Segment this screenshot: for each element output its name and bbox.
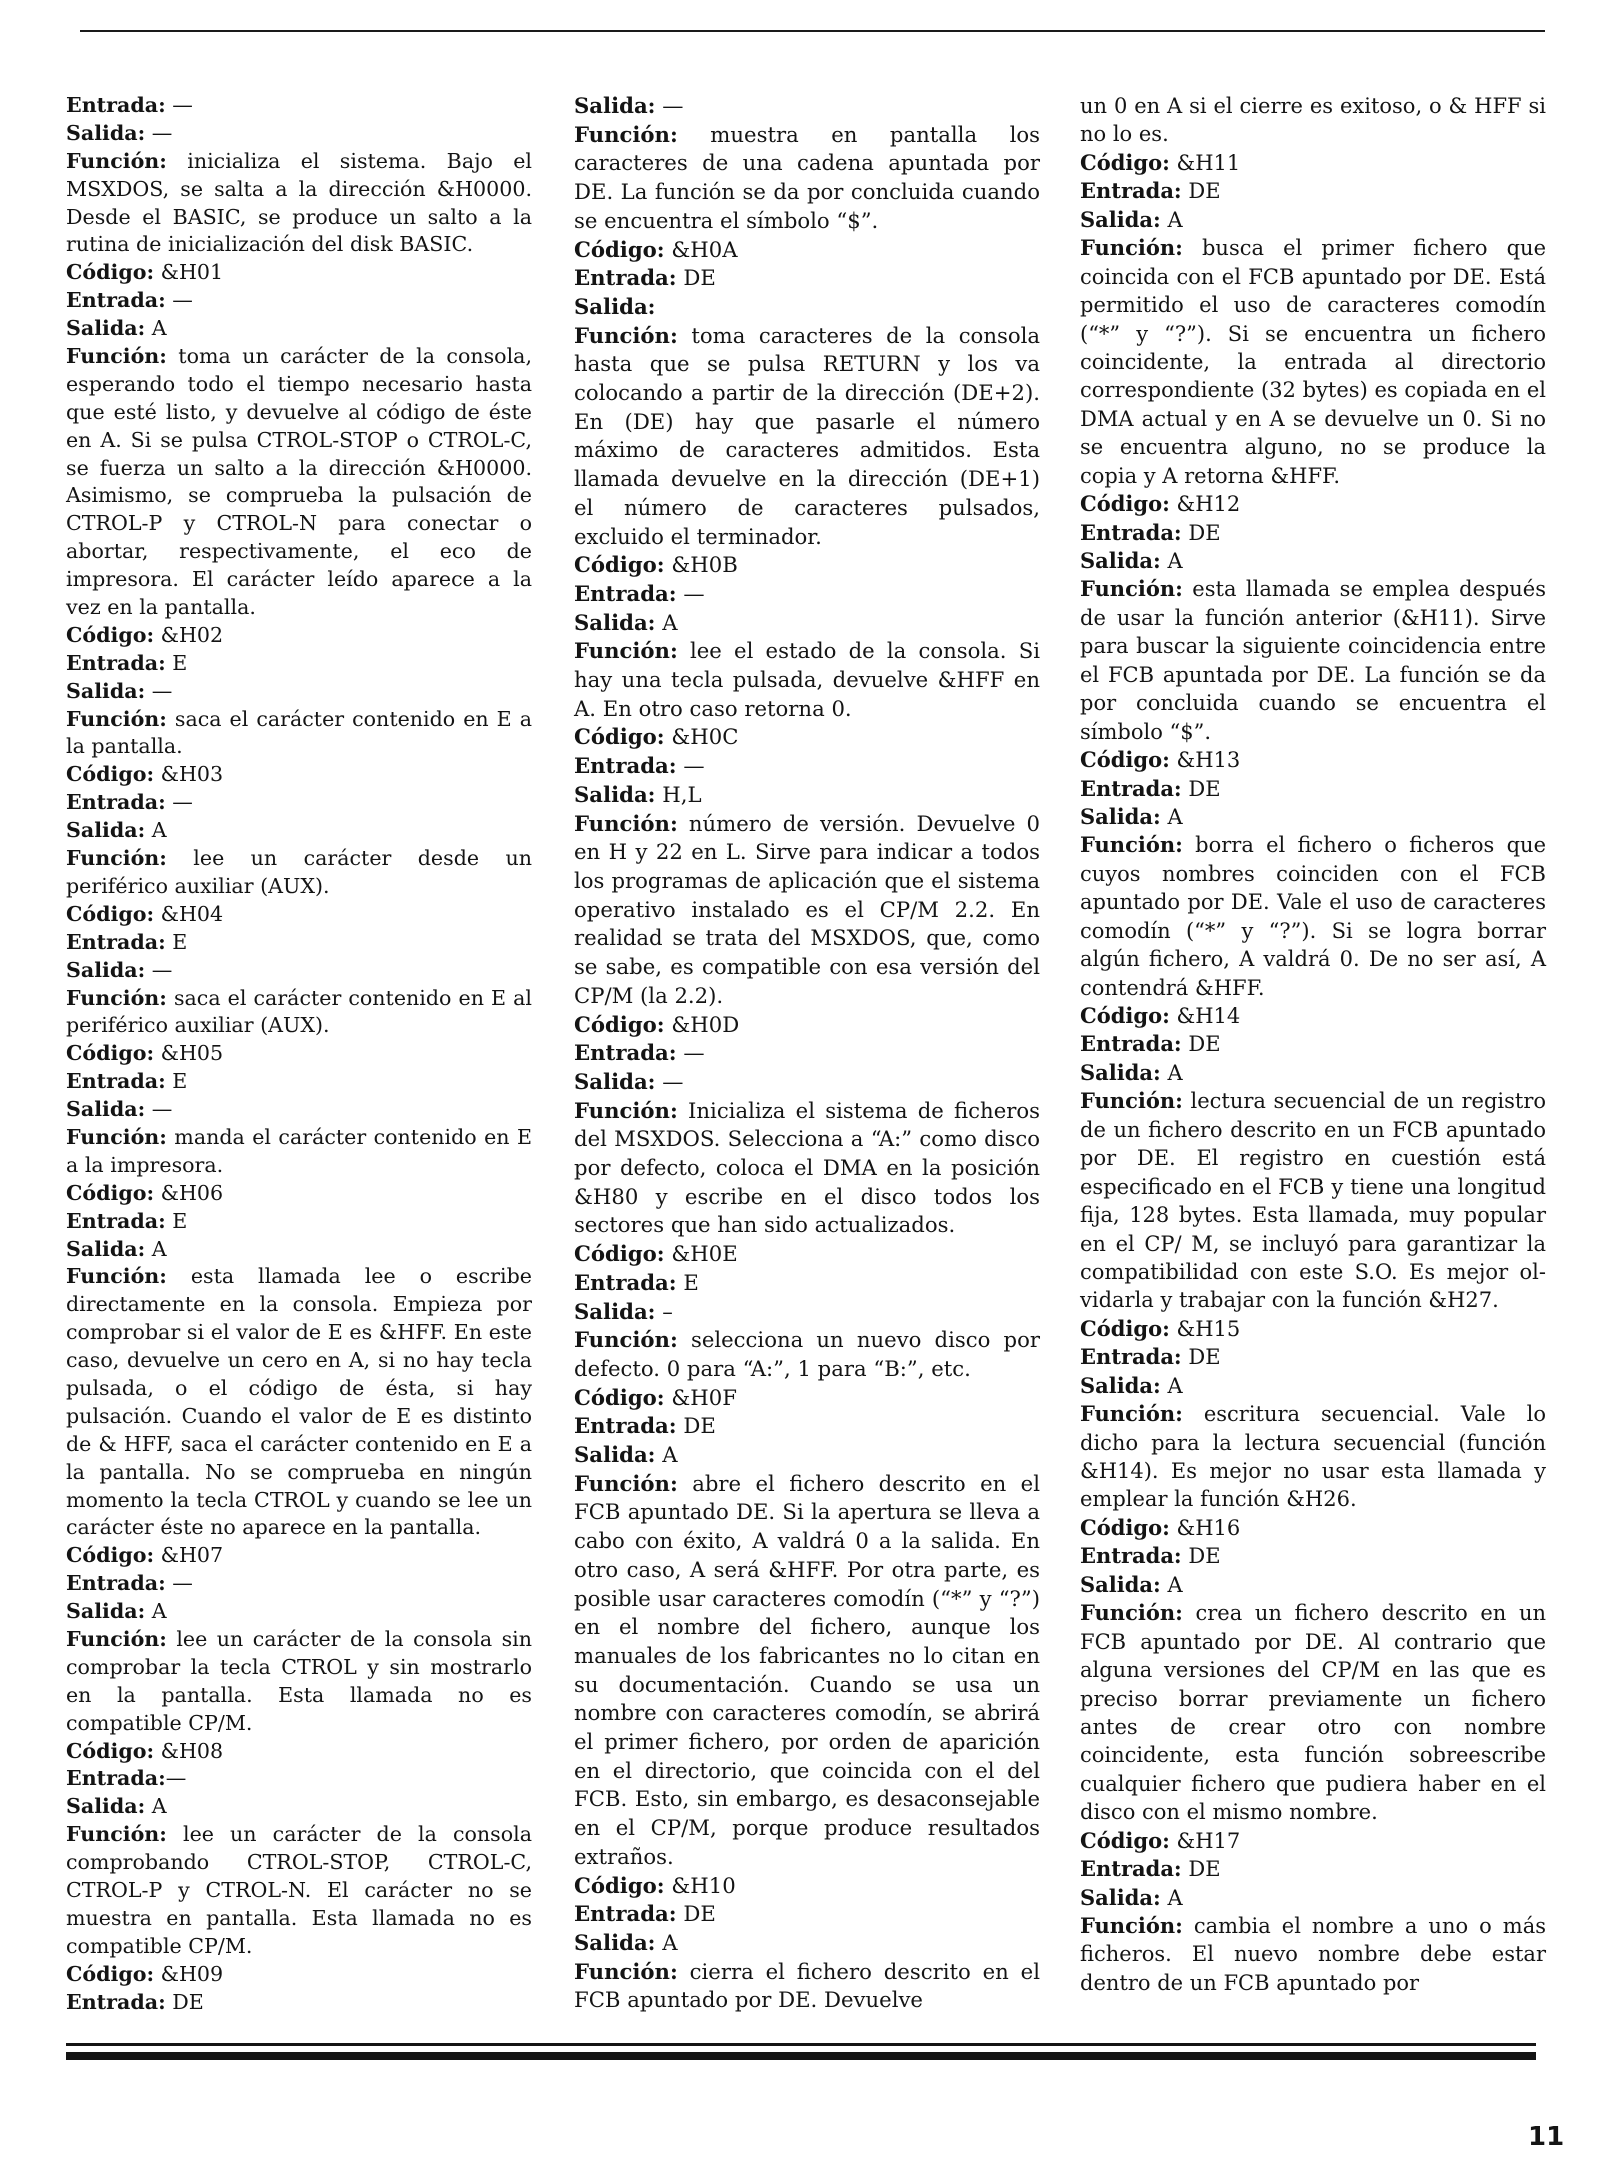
- entry: [574, 1039, 1040, 1068]
- entry: [574, 1441, 1040, 1470]
- entry-label: Entrada:: [66, 1069, 166, 1094]
- entry-label: Función:: [1080, 1088, 1183, 1114]
- entry-label: Entrada:: [574, 753, 677, 779]
- entry: [574, 609, 1040, 638]
- entry-label: Función:: [1080, 235, 1183, 261]
- entry-text: &H02: [154, 622, 224, 647]
- entry-label: Código:: [1080, 1827, 1170, 1853]
- entry-label: Entrada:: [66, 650, 166, 675]
- entry-label: Función:: [66, 344, 167, 369]
- entry-text: número de versión. Devuelve 0 en H y 22 en L. Sirve para indicar a todos los programas de aplicación que el sistema operativo instalado es el CP/M 2.2. En realidad se trata del MSXDOS, que, como se sabe, es compatible con esa versión del CP/M (la 2.2).: [574, 810, 1040, 1008]
- entry-label: Salida:: [1080, 1884, 1161, 1910]
- entry: [66, 1068, 532, 1096]
- entry: [1080, 1030, 1546, 1058]
- entry-label: Salida:: [66, 316, 146, 341]
- entry-text: &H14: [1169, 1004, 1241, 1028]
- entry-label: Salida:: [574, 293, 656, 319]
- entry-label: Salida:: [1080, 1571, 1161, 1597]
- entry: [66, 1040, 532, 1068]
- entry-text: lectura secuencial de un registro de un fichero descrito en un FCB apuntado por DE. El registro en cuestión está especificado en el FCB y tiene una longitud fija, 128 bytes. Esta llamada, muy popular en el CP/ M, se incluyó para garantizar la compatibilidad con este S.O. Es mejor olvidarla y trabajar con la función &H27.: [1080, 1089, 1546, 1313]
- entry: [1080, 1599, 1546, 1827]
- entry-label: Salida:: [574, 1442, 656, 1468]
- entry: [574, 1470, 1040, 1872]
- entry-text: —: [165, 790, 193, 815]
- entry-label: Código:: [1080, 747, 1170, 773]
- entry-label: Función:: [574, 1958, 678, 1984]
- entry: [66, 1738, 532, 1766]
- entry: [1080, 1542, 1546, 1570]
- entry-label: Salida:: [574, 781, 656, 807]
- entry-text: esta llamada se emplea después de usar la función anterior (&H11). Sirve para buscar la siguiente coincidencia entre el FCB apuntada por DE. La función se da por concluida cuando se encuentra el símbolo “$”.: [1080, 577, 1546, 744]
- entry-text: &H15: [1169, 1316, 1241, 1341]
- entry-text: —: [145, 957, 173, 982]
- entry-text: DE: [1181, 1544, 1221, 1569]
- entry-text: E: [165, 1208, 188, 1233]
- entry-text: &H01: [154, 260, 224, 285]
- entry-text: —: [676, 580, 705, 606]
- entry: [1080, 149, 1546, 177]
- entry-text: lee el estado de la consola. Si hay una tecla pulsada, devuelve &HFF en A. En otro caso retorna 0.: [574, 638, 1040, 721]
- entry-text: inicializa el sistema. Bajo el MSXDOS, se salta a la dirección &H0000. Desde el BASIC, se produce un salto a la rutina de inicialización del disk BASIC.: [66, 148, 532, 257]
- entry-label: Salida:: [574, 93, 656, 118]
- entry-text: lee un carácter de la consola comprobando CTROL-STOP, CTROL-C, CTROL-P y CTROL-N. El carácter no se muestra en pantalla. Esta llamada no es compatible CP/M.: [66, 1822, 532, 1958]
- entry-label: Función:: [574, 810, 678, 836]
- entry-label: Función:: [66, 846, 167, 871]
- entry: [574, 723, 1040, 752]
- entry: [574, 810, 1040, 1011]
- entry-label: Función:: [1080, 832, 1183, 858]
- entry-label: Entrada:: [66, 929, 166, 954]
- entry: [1080, 775, 1546, 803]
- entry-text: &H10: [664, 1872, 736, 1898]
- entry-label: Salida:: [66, 957, 146, 982]
- entry: [574, 1068, 1040, 1097]
- entry-text: DE: [1181, 776, 1221, 801]
- entry-label: Función:: [66, 706, 167, 731]
- entry-text: A: [655, 609, 678, 635]
- entry-label: Código:: [66, 1738, 155, 1763]
- entry-label: Función:: [66, 1124, 167, 1149]
- entry-text: E: [676, 1269, 699, 1295]
- entry-text: lee un carácter desde un periférico auxiliar (AUX).: [66, 846, 532, 898]
- entry-text: A: [655, 1442, 678, 1468]
- bottom-rule-thick: [66, 2052, 1536, 2060]
- entry-label: Código:: [574, 1872, 665, 1898]
- entry-label: Función:: [1080, 576, 1183, 602]
- entry-label: Salida:: [574, 1068, 656, 1094]
- entry-text: DE: [1181, 1345, 1221, 1370]
- entry-text: un 0 en A si el cierre es exitoso, o & HFF si no lo es.: [1080, 94, 1546, 147]
- entry-label: Código:: [66, 1041, 155, 1066]
- entry-label: Entrada:: [1080, 775, 1182, 801]
- entry-label: Código:: [574, 1241, 665, 1267]
- entry-label: Salida:: [66, 818, 146, 843]
- entry: [1080, 831, 1546, 1002]
- entry: [66, 1626, 532, 1738]
- entry: [66, 148, 532, 260]
- entry-text: busca el primer fichero que coincida con el FCB apuntado por DE. Está permitido el uso de caracteres comodín (“*” y “?”). Si se encuentra un fichero coincidente, la entrada al directorio correspondiente (32 bytes) es copiada en el DMA actual y en A se devuelve un 0. Si no se encuentra alguno, no se produce la copia y A retorna &HFF.: [1080, 236, 1546, 488]
- entry: [66, 1180, 532, 1208]
- entry-text: &H11: [1169, 150, 1241, 175]
- entry-text: &H0F: [664, 1384, 737, 1410]
- entry-label: Función:: [1080, 1913, 1183, 1938]
- entry: [574, 1240, 1040, 1269]
- entry-label: Entrada:: [1080, 519, 1182, 545]
- entry-text: &H0E: [664, 1241, 738, 1267]
- entry: [66, 315, 532, 343]
- entry-text: lee un carácter de la consola sin comprobar la tecla CTROL y sin mostrarlo en la pantalla. Esta llamada no es compatible CP/M.: [66, 1626, 532, 1735]
- entry: [1080, 206, 1546, 234]
- entry-text: E: [165, 1069, 188, 1094]
- entry-label: Entrada:: [1080, 1344, 1182, 1370]
- entry-label: Entrada:: [574, 580, 677, 606]
- entry-text: &H0C: [664, 724, 739, 750]
- column-2: [574, 92, 1040, 2015]
- entry: [1080, 519, 1546, 547]
- entry: [66, 678, 532, 706]
- entry-label: Entrada:: [1080, 1543, 1182, 1569]
- entry-text: &H07: [154, 1543, 224, 1568]
- entry-label: Salida:: [1080, 1372, 1161, 1398]
- entry-text: DE: [1181, 1032, 1221, 1057]
- entry-text: —: [165, 93, 193, 117]
- entry: [574, 551, 1040, 580]
- entry-text: DE: [676, 1901, 716, 1927]
- entry: [66, 343, 532, 622]
- entry: [1080, 1855, 1546, 1883]
- entry-label: Entrada:: [66, 93, 166, 117]
- entry: [574, 1384, 1040, 1413]
- entry-label: Código:: [1080, 1003, 1170, 1028]
- entry-text: saca el carácter contenido en E al periférico auxiliar (AUX).: [66, 985, 532, 1038]
- entry-label: Función:: [66, 1822, 167, 1847]
- entry: [574, 1872, 1040, 1901]
- entry-text: &H09: [154, 1961, 224, 1986]
- entry-text: toma caracteres de la consola hasta que se pulsa RETURN y los va colocando a partir de la dirección (DE+2). En (DE) hay que pasarle el número máximo de caracteres admitidos. Esta llamada devuelve en la dirección (DE+1) el número de caracteres pulsados, excluido el terminador.: [574, 322, 1040, 549]
- entry-text: A: [1160, 1885, 1183, 1910]
- entry: [1080, 1343, 1546, 1371]
- entry: [574, 1929, 1040, 1958]
- entry-text: A: [145, 1599, 167, 1624]
- entry-text: &H17: [1169, 1828, 1241, 1853]
- entry-text: &H06: [154, 1180, 224, 1205]
- entry-text: —: [145, 1097, 173, 1122]
- entry: [1080, 1400, 1546, 1514]
- entry: [66, 789, 532, 817]
- entry: [1080, 92, 1546, 149]
- entry-text: –: [655, 1298, 673, 1324]
- entry: [1080, 1884, 1546, 1912]
- entry: [1080, 575, 1546, 746]
- entry-label: Salida:: [1080, 803, 1161, 829]
- entry-text: A: [655, 1930, 678, 1955]
- entry: [1080, 803, 1546, 831]
- entry: [1080, 177, 1546, 205]
- entry-text: A: [145, 316, 167, 341]
- entry-text: &H13: [1169, 748, 1241, 773]
- entry: [574, 1326, 1040, 1383]
- entry: [574, 781, 1040, 810]
- entry: [66, 1096, 532, 1124]
- entry-label: Código:: [1080, 1315, 1170, 1341]
- entry: [1080, 490, 1546, 518]
- entry-text: cambia el nombre a uno o más ficheros. El nuevo nombre debe estar dentro de un FCB apuntado por: [1080, 1914, 1546, 1995]
- entry-text: &H04: [154, 901, 224, 926]
- page-number: 11: [1528, 2122, 1565, 2152]
- article-body: [66, 92, 1546, 2032]
- entry-text: H,L: [655, 781, 702, 807]
- entry-label: Salida:: [66, 678, 146, 703]
- entry-text: crea un fichero descrito en un FCB apuntado por DE. Al contrario que alguna versiones del CP/M en las que es preciso borrar previamente un fichero antes de crear otro con nombre coincidente, esta función sobreescribe cualquier fichero que pudiera haber en el disco con el mismo nombre.: [1080, 1601, 1546, 1825]
- entry-label: Función:: [574, 1327, 678, 1353]
- entry-text: A: [145, 1794, 167, 1819]
- entry-text: &H16: [1169, 1515, 1241, 1540]
- entry-text: Inicializa el sistema de ficheros del MSXDOS. Selecciona a “A:” como disco por defecto, coloca el DMA en la posición &H80 y escribe en el disco todos los sectores que han sido actualizados.: [574, 1097, 1040, 1238]
- entry-text: &H0A: [664, 236, 738, 262]
- entry: [574, 322, 1040, 552]
- entry: [66, 901, 532, 929]
- entry-label: Entrada:: [1080, 1856, 1182, 1882]
- entry-text: —: [145, 678, 173, 703]
- entry: [574, 236, 1040, 265]
- entry-label: Salida:: [66, 1236, 146, 1261]
- entry: [574, 637, 1040, 723]
- entry-label: Salida:: [1080, 548, 1161, 573]
- entry-label: Función:: [1080, 1401, 1183, 1427]
- entry-label: Entrada:: [66, 288, 166, 313]
- entry-label: Código:: [1080, 1514, 1170, 1540]
- entry-label: Función:: [66, 148, 167, 173]
- entry-label: Entrada:: [66, 1571, 166, 1596]
- entry-text: &H03: [154, 762, 224, 787]
- entry-text: cierra el fichero descrito en el FCB apuntado por DE. Devuelve: [574, 1958, 1040, 2013]
- entry-label: Entrada:: [1080, 1031, 1182, 1057]
- entry-text: abre el fichero descrito en el FCB apuntado DE. Si la apertura se lleva a cabo con éxito, A valdrá 0 a la salida. En otro caso, A será &HFF. Por otra parte, es posible usar caracteres comodín (“*” y “?”) en el nombre del fichero, aunque los manuales de los fabricantes no lo citan en su documentación. Cuando se usa un nombre con caracteres comodín, se abrirá el primer fichero, por orden de aparición en el directorio, que coincida con el del FCB. Esto, sin embargo, es desaconsejable en el CP/M, porque produce resultados extraños.: [574, 1470, 1040, 1869]
- entry: [1080, 1315, 1546, 1343]
- entry-text: A: [1160, 1060, 1183, 1085]
- entry: [574, 1412, 1040, 1441]
- entry-label: Código:: [574, 236, 665, 262]
- entry-label: Entrada:: [574, 1040, 677, 1066]
- entry-label: Función:: [1080, 1600, 1183, 1626]
- entry: [66, 259, 532, 287]
- bottom-rule-thin: [66, 2043, 1536, 2046]
- entry-label: Función:: [66, 1264, 167, 1289]
- entry-text: —: [676, 753, 705, 779]
- entry-text: A: [1160, 549, 1183, 573]
- entry-text: DE: [676, 1413, 716, 1439]
- entry-text: A: [145, 818, 167, 843]
- entry-label: Código:: [1080, 149, 1170, 175]
- entry: [574, 1900, 1040, 1929]
- entry-text: E: [165, 650, 188, 675]
- entry: [66, 957, 532, 985]
- entry: [574, 752, 1040, 781]
- entry-text: selecciona un nuevo disco por defecto. 0 para “A:”, 1 para “B:”, etc.: [574, 1327, 1040, 1381]
- entry-text: A: [1160, 1572, 1183, 1597]
- entry: [66, 650, 532, 678]
- entry: [66, 1263, 532, 1542]
- entry-label: Salida:: [66, 120, 146, 145]
- entry: [1080, 1059, 1546, 1087]
- entry-text: escritura secuencial. Vale lo dicho para la lectura secuencial (función &H14). Es mejor no usar esta llamada y emplear la función &H26.: [1080, 1402, 1546, 1512]
- entry-label: Salida:: [66, 1097, 146, 1122]
- entry-label: Salida:: [1080, 206, 1161, 232]
- entry-text: DE: [1181, 179, 1221, 204]
- entry-text: A: [1160, 207, 1183, 232]
- entry-label: Función:: [574, 121, 678, 147]
- entry-label: Código:: [66, 260, 155, 285]
- entry: [574, 1958, 1040, 2015]
- entry-text: A: [145, 1236, 167, 1261]
- entry-label: Salida:: [1080, 1059, 1161, 1085]
- entry-text: &H08: [154, 1738, 224, 1763]
- entry-label: Entrada:: [1080, 178, 1182, 204]
- entry-text: —: [655, 1068, 684, 1094]
- entry: [574, 264, 1040, 293]
- entry-text: A: [1160, 804, 1183, 829]
- entry: [574, 121, 1040, 236]
- entry: [66, 1821, 532, 1960]
- entry: [1080, 1372, 1546, 1400]
- column-3: [1080, 92, 1546, 1997]
- entry: [66, 1793, 532, 1821]
- entry-text: —: [165, 1766, 187, 1791]
- entry-text: E: [165, 929, 188, 954]
- entry-label: Función:: [574, 322, 678, 348]
- entry-text: &H12: [1169, 492, 1241, 517]
- entry-label: Función:: [574, 1470, 678, 1496]
- entry: [1080, 1571, 1546, 1599]
- entry: [1080, 547, 1546, 575]
- entry-text: saca el carácter contenido en E a la pantalla.: [66, 706, 532, 759]
- column-1: [66, 92, 532, 2016]
- entry-text: DE: [165, 1989, 204, 2014]
- entry-label: Entrada:: [574, 1413, 677, 1439]
- entry-label: Función:: [66, 1626, 167, 1651]
- entry: [66, 929, 532, 957]
- entry-text: DE: [676, 265, 716, 291]
- entry: [66, 1598, 532, 1626]
- entry-label: Código:: [574, 552, 665, 578]
- entry-text: DE: [1181, 520, 1221, 545]
- entry-label: Código:: [66, 901, 155, 926]
- entry-text: &H0D: [664, 1011, 740, 1037]
- entry-text: toma un carácter de la consola, esperando todo el tiempo necesario hasta que esté listo, y devuelve al código de éste en A. Si se pulsa CTROL-STOP o CTROL-C, se fuerza un salto a la dirección &H0000. Asimismo, se comprueba la pulsación de CTROL-P y CTROL-N para conectar o abortar, respectivamente, el eco de impresora. El carácter leído aparece a la vez en la pantalla.: [66, 344, 532, 620]
- entry-label: Entrada:: [66, 1989, 166, 2014]
- entry: [1080, 1912, 1546, 1997]
- entry: [66, 845, 532, 901]
- entry-label: Código:: [574, 724, 665, 750]
- entry: [1080, 746, 1546, 774]
- entry: [66, 761, 532, 789]
- entry-text: A: [1160, 1373, 1183, 1398]
- entry-label: Código:: [66, 1543, 155, 1568]
- entry: [1080, 1827, 1546, 1855]
- entry-label: Salida:: [574, 1298, 656, 1324]
- entry-label: Entrada:: [574, 1901, 677, 1927]
- entry-label: Entrada:: [574, 265, 677, 291]
- entry-label: Función:: [66, 985, 167, 1010]
- entry-text: &H05: [154, 1041, 224, 1066]
- entry-label: Entrada:: [66, 1208, 166, 1233]
- entry: [66, 1570, 532, 1598]
- top-rule: [80, 30, 1545, 32]
- entry-text: muestra en pantalla los caracteres de una cadena apuntada por DE. La función se da por concluida cuando se encuentra el símbolo “$”.: [574, 121, 1040, 233]
- entry: [574, 1269, 1040, 1298]
- entry-label: Código:: [1080, 491, 1170, 517]
- entry-label: Salida:: [574, 1930, 656, 1955]
- entry-label: Salida:: [66, 1794, 146, 1819]
- entry-text: borra el fichero o ficheros que cuyos nombres coinciden con el FCB apuntado por DE. Vale el uso de caracteres comodín (“*” y “?”). Si se logra borrar algún fichero, A valdrá 0. De no ser así, A contendrá &HFF.: [1080, 833, 1546, 1000]
- entry: [66, 985, 532, 1041]
- entry: [574, 1298, 1040, 1327]
- entry: [66, 92, 532, 120]
- entry: [66, 120, 532, 148]
- entry: [1080, 1002, 1546, 1030]
- entry: [574, 1011, 1040, 1040]
- entry-label: Salida:: [574, 609, 656, 635]
- entry: [66, 1542, 532, 1570]
- entry-label: Código:: [574, 1384, 665, 1410]
- entry-text: —: [165, 1571, 193, 1596]
- entry: [574, 1097, 1040, 1241]
- entry-label: Función:: [574, 1097, 678, 1123]
- entry-text: manda el carácter contenido en E a la impresora.: [66, 1124, 532, 1177]
- entry-text: &H0B: [664, 552, 738, 578]
- entry: [1080, 1514, 1546, 1542]
- entry-label: Entrada:: [574, 1269, 677, 1295]
- entry: [66, 1208, 532, 1236]
- entry: [66, 622, 532, 650]
- entry: [66, 1961, 532, 1989]
- entry: [574, 293, 1040, 322]
- entry: [66, 1236, 532, 1264]
- entry-text: —: [145, 120, 173, 145]
- entry-label: Código:: [66, 622, 155, 647]
- entry-text: esta llamada lee o escribe directamente en la consola. Empieza por comprobar si el valor de E es &HFF. En este caso, devuelve un cero en A, si no hay tecla pulsada, o el código de ésta, si hay pulsación. Cuando el valor de E es distinto de & HFF, saca el carácter contenido en E a la pantalla. No se comprueba en ningún momento la tecla CTROL y cuando se lee un carácter éste no aparece en la pantalla.: [66, 1264, 532, 1540]
- entry-label: Código:: [66, 762, 155, 787]
- entry-label: Entrada:: [66, 790, 166, 815]
- entry-label: Entrada:: [66, 1766, 166, 1791]
- entry: [1080, 1087, 1546, 1315]
- entry: [66, 1989, 532, 2017]
- entry: [66, 1765, 532, 1793]
- entry-label: Salida:: [66, 1599, 146, 1624]
- entry: [66, 1124, 532, 1180]
- entry: [66, 817, 532, 845]
- entry-text: —: [676, 1040, 705, 1066]
- entry-text: —: [165, 288, 193, 313]
- entry-label: Código:: [66, 1180, 155, 1205]
- entry: [574, 92, 1040, 121]
- entry: [1080, 234, 1546, 490]
- entry-label: Función:: [574, 638, 678, 664]
- entry: [66, 706, 532, 762]
- entry: [66, 287, 532, 315]
- entry-label: Código:: [66, 1961, 155, 1986]
- entry-text: —: [655, 93, 684, 118]
- entry-text: DE: [1181, 1857, 1221, 1882]
- entry-label: Código:: [574, 1011, 665, 1037]
- entry: [574, 580, 1040, 609]
